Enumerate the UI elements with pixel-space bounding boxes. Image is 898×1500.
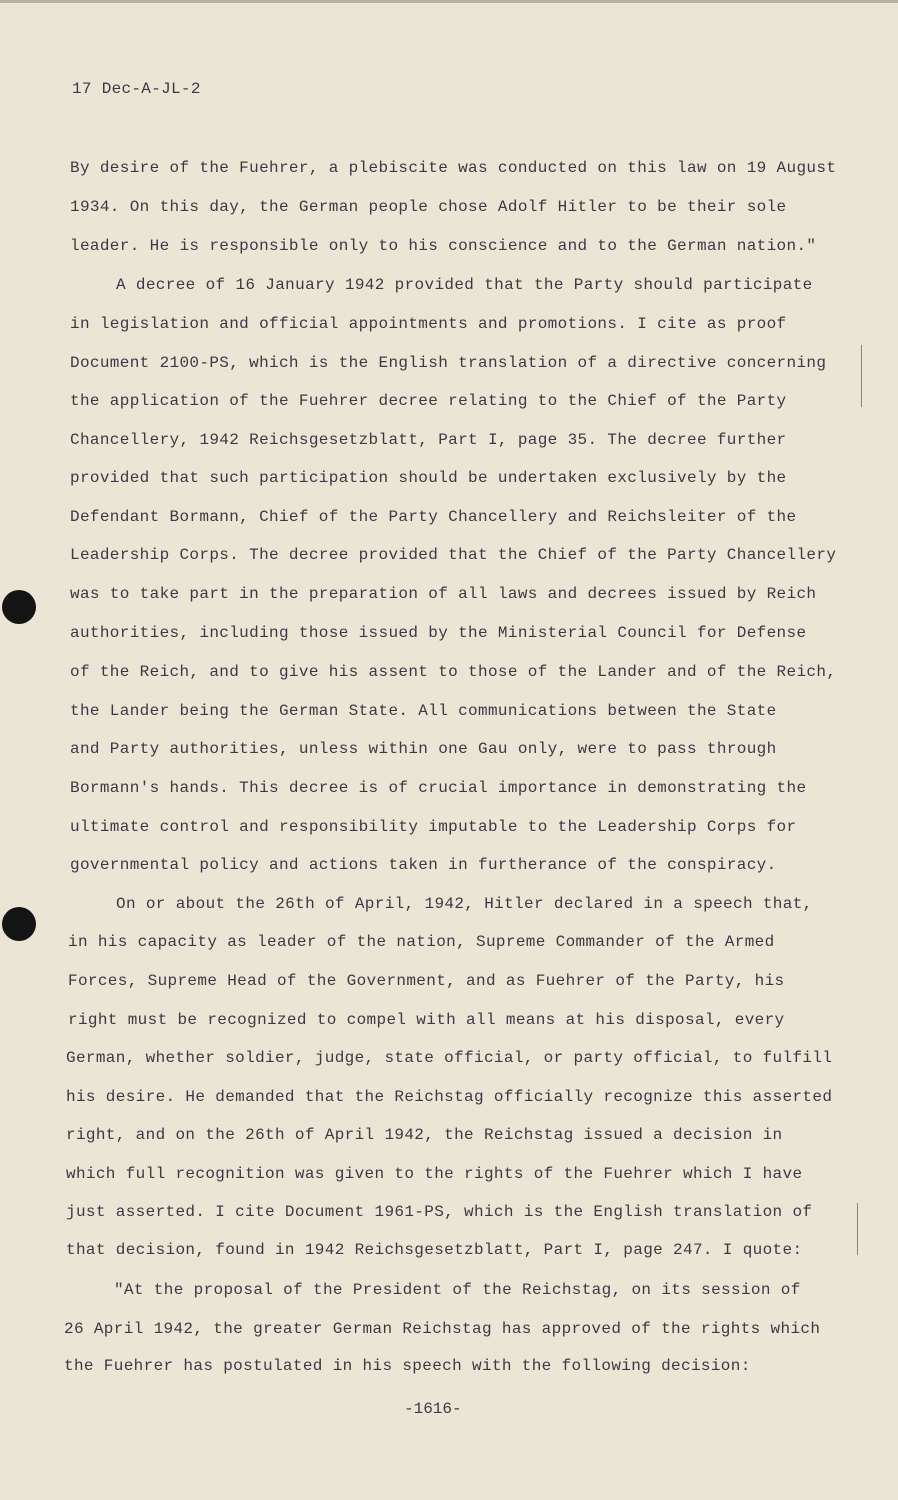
text-line: governmental policy and actions taken in furtherance of the conspiracy. <box>70 856 777 874</box>
margin-mark-lower <box>857 1203 858 1255</box>
text-line: his desire. He demanded that the Reichstag officially recognize this asserted <box>66 1088 833 1106</box>
text-line: was to take part in the preparation of all laws and decrees issued by Reich <box>70 585 817 603</box>
text-line: German, whether soldier, judge, state official, or party official, to fulfill <box>66 1049 833 1067</box>
text-line: Bormann's hands. This decree is of crucial importance in demonstrating the <box>70 779 807 797</box>
text-line: and Party authorities, unless within one Gau only, were to pass through <box>70 740 777 758</box>
text-line: A decree of 16 January 1942 provided that the Party should participate <box>116 276 813 294</box>
document-reference: 17 Dec-A-JL-2 <box>72 80 201 98</box>
text-line: Chancellery, 1942 Reichsgesetzblatt, Part I, page 35. The decree further <box>70 431 787 449</box>
punch-hole-lower <box>2 907 36 941</box>
text-line: Defendant Bormann, Chief of the Party Chancellery and Reichsleiter of the <box>70 508 797 526</box>
text-line: Forces, Supreme Head of the Government, and as Fuehrer of the Party, his <box>68 972 785 990</box>
text-line: which full recognition was given to the rights of the Fuehrer which I have <box>66 1165 803 1183</box>
text-line: By desire of the Fuehrer, a plebiscite was conducted on this law on 19 August <box>70 159 837 177</box>
text-line: authorities, including those issued by the Ministerial Council for Defense <box>70 624 807 642</box>
text-line: 1934. On this day, the German people chose Adolf Hitler to be their sole <box>70 198 787 216</box>
text-line: On or about the 26th of April, 1942, Hitler declared in a speech that, <box>116 895 813 913</box>
text-line: leader. He is responsible only to his conscience and to the German nation." <box>70 237 817 255</box>
text-line: the application of the Fuehrer decree relating to the Chief of the Party <box>70 392 787 410</box>
page-number: -1616- <box>404 1400 462 1418</box>
text-line: Leadership Corps. The decree provided that the Chief of the Party Chancellery <box>70 546 837 564</box>
text-line: provided that such participation should be undertaken exclusively by the <box>70 469 787 487</box>
text-line: "At the proposal of the President of the Reichstag, on its session of <box>114 1281 801 1299</box>
text-line: 26 April 1942, the greater German Reichstag has approved of the rights which <box>64 1320 821 1338</box>
text-line: the Fuehrer has postulated in his speech with the following decision: <box>64 1357 751 1375</box>
text-line: that decision, found in 1942 Reichsgesetzblatt, Part I, page 247. I quote: <box>66 1241 803 1259</box>
margin-mark-upper <box>861 345 862 407</box>
text-line: in legislation and official appointments and promotions. I cite as proof <box>70 315 787 333</box>
text-line: in his capacity as leader of the nation, Supreme Commander of the Armed <box>68 933 775 951</box>
text-line: of the Reich, and to give his assent to those of the Lander and of the Reich, <box>70 663 837 681</box>
page-top-edge <box>0 0 898 3</box>
text-line: just asserted. I cite Document 1961-PS, which is the English translation of <box>66 1203 813 1221</box>
text-line: the Lander being the German State. All communications between the State <box>70 702 777 720</box>
text-line: right, and on the 26th of April 1942, the Reichstag issued a decision in <box>66 1126 783 1144</box>
text-line: ultimate control and responsibility imputable to the Leadership Corps for <box>70 818 797 836</box>
text-line: right must be recognized to compel with all means at his disposal, every <box>68 1011 785 1029</box>
text-line: Document 2100-PS, which is the English translation of a directive concerning <box>70 354 827 372</box>
punch-hole-upper <box>2 590 36 624</box>
